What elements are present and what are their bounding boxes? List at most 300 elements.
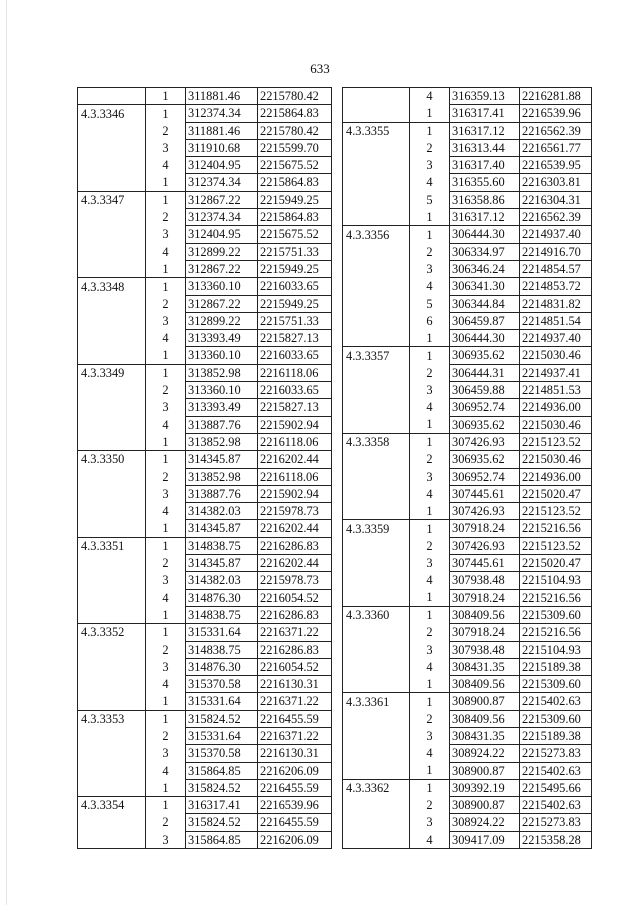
table-row — [343, 676, 592, 693]
x-coordinate-cell: 316317.41 — [186, 797, 258, 814]
parcel-number-cell — [78, 226, 146, 243]
x-coordinate-cell: 314876.30 — [186, 589, 258, 606]
table-row — [343, 814, 592, 831]
parcel-number-cell — [78, 814, 146, 831]
point-number-cell: 1 — [410, 347, 450, 364]
table-row — [78, 330, 332, 347]
table-row — [78, 209, 332, 226]
parcel-number-cell — [78, 762, 146, 779]
parcel-number-cell — [343, 762, 410, 779]
point-number-cell: 1 — [146, 779, 186, 796]
y-coordinate-cell: 2216561.77 — [520, 139, 592, 156]
y-coordinate-cell: 2215216.56 — [520, 589, 592, 606]
table-row — [343, 382, 592, 399]
table-row — [78, 676, 332, 693]
parcel-number-cell — [78, 416, 146, 433]
point-number-cell: 1 — [410, 503, 450, 520]
table-row — [343, 693, 592, 710]
point-number-cell: 1 — [410, 209, 450, 226]
y-coordinate-cell: 2215827.13 — [258, 399, 332, 416]
parcel-number-cell — [78, 606, 146, 623]
parcel-number-cell — [78, 139, 146, 156]
y-coordinate-cell: 2216054.52 — [258, 658, 332, 675]
y-coordinate-cell: 2215216.56 — [520, 520, 592, 537]
point-number-cell: 1 — [146, 433, 186, 450]
parcel-number-cell — [78, 468, 146, 485]
parcel-number-cell: 4.3.3347 — [78, 191, 146, 208]
parcel-number-cell — [343, 278, 410, 295]
table-row — [78, 295, 332, 312]
x-coordinate-cell: 306346.24 — [450, 260, 520, 277]
point-number-cell: 4 — [410, 174, 450, 191]
table-row — [343, 157, 592, 174]
point-number-cell: 3 — [146, 745, 186, 762]
table-row — [343, 555, 592, 572]
x-coordinate-cell: 306952.74 — [450, 468, 520, 485]
table-row — [343, 260, 592, 277]
parcel-number-cell — [78, 243, 146, 260]
y-coordinate-cell: 2215495.66 — [520, 779, 592, 796]
x-coordinate-cell: 313852.98 — [186, 433, 258, 450]
x-coordinate-cell: 308924.22 — [450, 745, 520, 762]
parcel-number-cell: 4.3.3348 — [78, 278, 146, 295]
parcel-number-cell — [343, 572, 410, 589]
y-coordinate-cell: 2215864.83 — [258, 209, 332, 226]
table-row — [78, 278, 332, 295]
parcel-number-cell — [343, 503, 410, 520]
point-number-cell: 1 — [410, 520, 450, 537]
table-row — [343, 399, 592, 416]
x-coordinate-cell: 314345.87 — [186, 520, 258, 537]
x-coordinate-cell: 308900.87 — [450, 762, 520, 779]
point-number-cell: 3 — [146, 485, 186, 502]
table-row — [78, 468, 332, 485]
point-number-cell: 2 — [410, 624, 450, 641]
parcel-number-cell: 4.3.3353 — [78, 710, 146, 727]
point-number-cell: 3 — [146, 399, 186, 416]
x-coordinate-cell: 309392.19 — [450, 779, 520, 796]
point-number-cell: 1 — [410, 762, 450, 779]
table-row — [343, 779, 592, 796]
x-coordinate-cell: 306935.62 — [450, 451, 520, 468]
x-coordinate-cell: 308409.56 — [450, 710, 520, 727]
point-number-cell: 1 — [146, 88, 186, 105]
y-coordinate-cell: 2216033.65 — [258, 382, 332, 399]
x-coordinate-cell: 316358.86 — [450, 191, 520, 208]
point-number-cell: 1 — [410, 606, 450, 623]
parcel-number-cell — [78, 260, 146, 277]
table-row — [78, 537, 332, 554]
y-coordinate-cell: 2215358.28 — [520, 831, 592, 848]
point-number-cell: 3 — [146, 312, 186, 329]
table-row — [343, 243, 592, 260]
y-coordinate-cell: 2216286.83 — [258, 537, 332, 554]
table-row — [343, 278, 592, 295]
table-row — [343, 451, 592, 468]
point-number-cell: 2 — [410, 537, 450, 554]
parcel-number-cell — [343, 641, 410, 658]
y-coordinate-cell: 2216130.31 — [258, 676, 332, 693]
table-row — [343, 174, 592, 191]
y-coordinate-cell: 2214916.70 — [520, 243, 592, 260]
y-coordinate-cell: 2215104.93 — [520, 572, 592, 589]
parcel-number-cell — [343, 209, 410, 226]
x-coordinate-cell: 314382.03 — [186, 503, 258, 520]
point-number-cell: 4 — [410, 278, 450, 295]
x-coordinate-cell: 312374.34 — [186, 209, 258, 226]
table-row — [78, 226, 332, 243]
x-coordinate-cell: 315370.58 — [186, 676, 258, 693]
table-row — [78, 762, 332, 779]
table-row — [78, 433, 332, 450]
point-number-cell: 2 — [146, 641, 186, 658]
y-coordinate-cell: 2214936.00 — [520, 468, 592, 485]
point-number-cell: 1 — [146, 797, 186, 814]
x-coordinate-cell: 313887.76 — [186, 416, 258, 433]
x-coordinate-cell: 312374.34 — [186, 174, 258, 191]
table-row — [343, 641, 592, 658]
table-row — [343, 520, 592, 537]
y-coordinate-cell: 2216286.83 — [258, 606, 332, 623]
point-number-cell: 1 — [146, 347, 186, 364]
table-row — [78, 831, 332, 848]
table-row — [78, 105, 332, 122]
coordinates-table-right — [342, 87, 592, 849]
y-coordinate-cell: 2216371.22 — [258, 624, 332, 641]
parcel-number-cell: 4.3.3358 — [343, 433, 410, 450]
x-coordinate-cell: 315331.64 — [186, 727, 258, 744]
x-coordinate-cell: 313360.10 — [186, 382, 258, 399]
parcel-number-cell — [78, 399, 146, 416]
x-coordinate-cell: 314876.30 — [186, 658, 258, 675]
x-coordinate-cell: 307426.93 — [450, 433, 520, 450]
coordinates-table-left — [77, 87, 332, 849]
point-number-cell: 1 — [146, 693, 186, 710]
parcel-number-cell — [78, 312, 146, 329]
y-coordinate-cell: 2216202.44 — [258, 555, 332, 572]
page-number: 633 — [310, 61, 330, 76]
table-row — [343, 88, 592, 105]
table-row — [343, 797, 592, 814]
parcel-number-cell — [343, 658, 410, 675]
y-coordinate-cell: 2216304.31 — [520, 191, 592, 208]
parcel-number-cell: 4.3.3361 — [343, 693, 410, 710]
x-coordinate-cell: 311881.46 — [186, 88, 258, 105]
y-coordinate-cell: 2214854.57 — [520, 260, 592, 277]
table-row — [343, 710, 592, 727]
parcel-number-cell — [343, 555, 410, 572]
x-coordinate-cell: 306444.30 — [450, 330, 520, 347]
table-row — [78, 243, 332, 260]
point-number-cell: 1 — [146, 537, 186, 554]
point-number-cell: 2 — [146, 122, 186, 139]
parcel-number-cell — [343, 260, 410, 277]
table-row — [78, 174, 332, 191]
y-coordinate-cell: 2215309.60 — [520, 606, 592, 623]
point-number-cell: 4 — [410, 399, 450, 416]
y-coordinate-cell: 2216455.59 — [258, 814, 332, 831]
table-row — [78, 693, 332, 710]
x-coordinate-cell: 306952.74 — [450, 399, 520, 416]
x-coordinate-cell: 312867.22 — [186, 295, 258, 312]
y-coordinate-cell: 2215675.52 — [258, 226, 332, 243]
point-number-cell: 2 — [410, 710, 450, 727]
table-row — [78, 658, 332, 675]
parcel-number-cell — [78, 209, 146, 226]
y-coordinate-cell: 2215827.13 — [258, 330, 332, 347]
x-coordinate-cell: 314345.87 — [186, 451, 258, 468]
x-coordinate-cell: 311910.68 — [186, 139, 258, 156]
table-row — [78, 779, 332, 796]
y-coordinate-cell: 2215402.63 — [520, 762, 592, 779]
x-coordinate-cell: 307918.24 — [450, 520, 520, 537]
table-row — [343, 347, 592, 364]
table-row — [343, 139, 592, 156]
x-coordinate-cell: 312867.22 — [186, 260, 258, 277]
x-coordinate-cell: 308900.87 — [450, 693, 520, 710]
point-number-cell: 4 — [410, 572, 450, 589]
table-row — [343, 727, 592, 744]
table-row — [78, 520, 332, 537]
x-coordinate-cell: 316317.41 — [450, 105, 520, 122]
y-coordinate-cell: 2215949.25 — [258, 191, 332, 208]
y-coordinate-cell: 2216303.81 — [520, 174, 592, 191]
parcel-number-cell — [343, 727, 410, 744]
parcel-number-cell — [343, 364, 410, 381]
parcel-number-cell — [343, 174, 410, 191]
parcel-number-cell — [78, 693, 146, 710]
x-coordinate-cell: 312899.22 — [186, 312, 258, 329]
point-number-cell: 1 — [146, 191, 186, 208]
parcel-number-cell — [78, 555, 146, 572]
parcel-number-cell — [78, 330, 146, 347]
parcel-number-cell — [343, 745, 410, 762]
parcel-number-cell — [78, 347, 146, 364]
y-coordinate-cell: 2216562.39 — [520, 122, 592, 139]
point-number-cell: 2 — [146, 295, 186, 312]
parcel-number-cell: 4.3.3360 — [343, 606, 410, 623]
parcel-number-cell — [78, 382, 146, 399]
y-coordinate-cell: 2216455.59 — [258, 710, 332, 727]
table-row — [78, 589, 332, 606]
x-coordinate-cell: 315331.64 — [186, 693, 258, 710]
parcel-number-cell — [78, 485, 146, 502]
table-row — [343, 624, 592, 641]
y-coordinate-cell: 2216371.22 — [258, 693, 332, 710]
table-row — [343, 295, 592, 312]
y-coordinate-cell: 2215780.42 — [258, 122, 332, 139]
point-number-cell: 2 — [146, 727, 186, 744]
point-number-cell: 3 — [410, 555, 450, 572]
parcel-number-cell: 4.3.3349 — [78, 364, 146, 381]
y-coordinate-cell: 2216206.09 — [258, 831, 332, 848]
y-coordinate-cell: 2215030.46 — [520, 451, 592, 468]
parcel-number-cell — [343, 243, 410, 260]
parcel-number-cell — [78, 745, 146, 762]
point-number-cell: 1 — [410, 122, 450, 139]
parcel-number-cell — [343, 105, 410, 122]
table-row — [78, 797, 332, 814]
parcel-number-cell: 4.3.3352 — [78, 624, 146, 641]
y-coordinate-cell: 2215949.25 — [258, 260, 332, 277]
x-coordinate-cell: 306341.30 — [450, 278, 520, 295]
parcel-number-cell — [343, 382, 410, 399]
y-coordinate-cell: 2216033.65 — [258, 347, 332, 364]
x-coordinate-cell: 316317.40 — [450, 157, 520, 174]
x-coordinate-cell: 316355.60 — [450, 174, 520, 191]
parcel-number-cell — [78, 174, 146, 191]
x-coordinate-cell: 316359.13 — [450, 88, 520, 105]
parcel-number-cell — [343, 710, 410, 727]
table-row — [343, 330, 592, 347]
point-number-cell: 2 — [410, 243, 450, 260]
x-coordinate-cell: 307918.24 — [450, 624, 520, 641]
scan-edge-line — [6, 0, 7, 905]
table-row — [343, 209, 592, 226]
point-number-cell: 4 — [146, 762, 186, 779]
table-row — [343, 105, 592, 122]
point-number-cell: 4 — [410, 485, 450, 502]
y-coordinate-cell: 2215123.52 — [520, 503, 592, 520]
parcel-number-cell — [343, 589, 410, 606]
point-number-cell: 4 — [146, 330, 186, 347]
table-row — [78, 157, 332, 174]
point-number-cell: 4 — [146, 416, 186, 433]
parcel-number-cell: 4.3.3354 — [78, 797, 146, 814]
x-coordinate-cell: 315824.52 — [186, 814, 258, 831]
x-coordinate-cell: 308431.35 — [450, 658, 520, 675]
point-number-cell: 4 — [146, 503, 186, 520]
table-row — [78, 122, 332, 139]
parcel-number-cell — [78, 589, 146, 606]
table-row — [78, 606, 332, 623]
x-coordinate-cell: 312404.95 — [186, 226, 258, 243]
table-row — [343, 191, 592, 208]
point-number-cell: 4 — [410, 745, 450, 762]
x-coordinate-cell: 307938.48 — [450, 572, 520, 589]
table-row — [343, 312, 592, 329]
point-number-cell: 3 — [410, 157, 450, 174]
table-row — [343, 416, 592, 433]
y-coordinate-cell: 2215020.47 — [520, 485, 592, 502]
y-coordinate-cell: 2215978.73 — [258, 572, 332, 589]
y-coordinate-cell: 2215020.47 — [520, 555, 592, 572]
parcel-number-cell — [78, 433, 146, 450]
parcel-number-cell — [343, 191, 410, 208]
x-coordinate-cell: 312374.34 — [186, 105, 258, 122]
table-row — [343, 745, 592, 762]
y-coordinate-cell: 2215189.38 — [520, 727, 592, 744]
y-coordinate-cell: 2215780.42 — [258, 88, 332, 105]
y-coordinate-cell: 2215599.70 — [258, 139, 332, 156]
y-coordinate-cell: 2216539.95 — [520, 157, 592, 174]
point-number-cell: 4 — [410, 658, 450, 675]
x-coordinate-cell: 306935.62 — [450, 347, 520, 364]
x-coordinate-cell: 309417.09 — [450, 831, 520, 848]
y-coordinate-cell: 2215309.60 — [520, 676, 592, 693]
x-coordinate-cell: 311881.46 — [186, 122, 258, 139]
table-row — [343, 831, 592, 848]
y-coordinate-cell: 2215123.52 — [520, 433, 592, 450]
y-coordinate-cell: 2215902.94 — [258, 416, 332, 433]
x-coordinate-cell: 308409.56 — [450, 606, 520, 623]
y-coordinate-cell: 2215864.83 — [258, 105, 332, 122]
y-coordinate-cell: 2216118.06 — [258, 364, 332, 381]
y-coordinate-cell: 2216286.83 — [258, 641, 332, 658]
y-coordinate-cell: 2215978.73 — [258, 503, 332, 520]
parcel-number-cell — [343, 312, 410, 329]
parcel-number-cell — [343, 814, 410, 831]
point-number-cell: 2 — [146, 555, 186, 572]
point-number-cell: 1 — [410, 105, 450, 122]
point-number-cell: 2 — [410, 139, 450, 156]
table-row — [78, 347, 332, 364]
x-coordinate-cell: 313393.49 — [186, 330, 258, 347]
x-coordinate-cell: 314838.75 — [186, 641, 258, 658]
parcel-number-cell — [78, 520, 146, 537]
point-number-cell: 3 — [146, 139, 186, 156]
y-coordinate-cell: 2216455.59 — [258, 779, 332, 796]
point-number-cell: 6 — [410, 312, 450, 329]
table-row — [343, 537, 592, 554]
point-number-cell: 2 — [146, 468, 186, 485]
table-row — [78, 364, 332, 381]
table-row — [78, 88, 332, 105]
point-number-cell: 3 — [410, 641, 450, 658]
parcel-number-cell — [78, 676, 146, 693]
x-coordinate-cell: 316313.44 — [450, 139, 520, 156]
table-row — [343, 762, 592, 779]
parcel-number-cell — [78, 572, 146, 589]
table-row — [343, 589, 592, 606]
x-coordinate-cell: 308900.87 — [450, 797, 520, 814]
table-row — [78, 503, 332, 520]
y-coordinate-cell: 2214936.00 — [520, 399, 592, 416]
point-number-cell: 2 — [146, 814, 186, 831]
y-coordinate-cell: 2215864.83 — [258, 174, 332, 191]
x-coordinate-cell: 308924.22 — [450, 814, 520, 831]
parcel-number-cell: 4.3.3355 — [343, 122, 410, 139]
x-coordinate-cell: 306459.88 — [450, 382, 520, 399]
point-number-cell: 1 — [410, 589, 450, 606]
parcel-number-cell — [343, 88, 410, 105]
point-number-cell: 4 — [410, 831, 450, 848]
table-row — [78, 399, 332, 416]
y-coordinate-cell: 2215402.63 — [520, 797, 592, 814]
point-number-cell: 1 — [410, 693, 450, 710]
parcel-number-cell — [78, 727, 146, 744]
x-coordinate-cell: 315864.85 — [186, 762, 258, 779]
y-coordinate-cell: 2215216.56 — [520, 624, 592, 641]
x-coordinate-cell: 308409.56 — [450, 676, 520, 693]
x-coordinate-cell: 306935.62 — [450, 416, 520, 433]
parcel-number-cell — [78, 658, 146, 675]
y-coordinate-cell: 2215675.52 — [258, 157, 332, 174]
parcel-number-cell — [343, 831, 410, 848]
parcel-number-cell — [343, 676, 410, 693]
x-coordinate-cell: 312867.22 — [186, 191, 258, 208]
x-coordinate-cell: 307426.93 — [450, 537, 520, 554]
parcel-number-cell: 4.3.3350 — [78, 451, 146, 468]
y-coordinate-cell: 2216281.88 — [520, 88, 592, 105]
point-number-cell: 1 — [146, 105, 186, 122]
parcel-number-cell — [343, 295, 410, 312]
parcel-number-cell — [343, 797, 410, 814]
x-coordinate-cell: 307918.24 — [450, 589, 520, 606]
point-number-cell: 2 — [410, 364, 450, 381]
table-row — [343, 122, 592, 139]
parcel-number-cell — [78, 295, 146, 312]
